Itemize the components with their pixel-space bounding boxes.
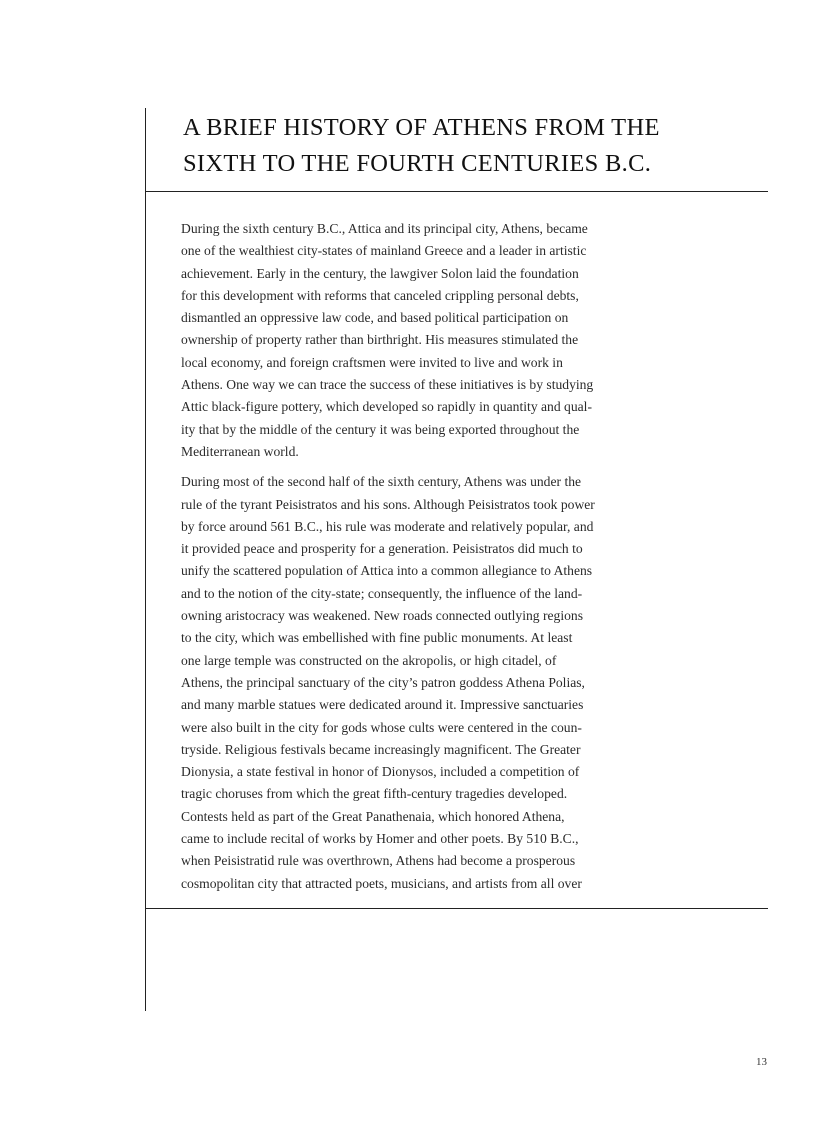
paragraph-2 [181,471,661,895]
text-line: rule of the tyrant Peisistratos and his sons. Although Peisistratos took power [181,496,595,512]
text-line: to the city, which was embellished with fine public monuments. At least [181,630,573,646]
text-line: Contests held as part of the Great Panathenaia, which honored Athena, [181,808,565,824]
text-line: During the sixth century B.C., Attica and its principal city, Athens, became [181,221,588,236]
text-line: by force around 561 B.C., his rule was moderate and relatively popular, and [181,518,594,534]
text-bottom-rule [145,908,768,909]
text-line: dismantled an oppressive law code, and based political participation on [181,310,569,326]
text-line: ity that by the middle of the century it was being exported throughout the [181,421,580,437]
text-line: and to the notion of the city-state; consequently, the influence of the land- [181,585,583,601]
page-title-line-1: A BRIEF HISTORY OF ATHENS FROM THE [183,114,660,141]
text-line: owning aristocracy was weakened. New roads connected outlying regions [181,608,584,624]
text-line: Athens, the principal sanctuary of the city’s patron goddess Athena Polias, [181,674,585,690]
text-line: were also built in the city for gods whose cults were centered in the coun- [181,719,582,735]
text-line: Mediterranean world. [181,443,299,459]
text-line: cosmopolitan city that attracted poets, musicians, and artists from all over [181,875,582,891]
text-line: ownership of property rather than birthright. His measures stimulated the [181,332,579,348]
text-line: tragic choruses from which the great fifth-century tragedies developed. [181,786,568,802]
title-underline-rule [145,191,768,192]
body-text [181,218,661,903]
text-line: Athens. One way we can trace the success of these initiatives is by studying [181,377,594,393]
text-line: unify the scattered population of Attica into a common allegiance to Athens [181,563,593,579]
text-line: one large temple was constructed on the akropolis, or high citadel, of [181,652,557,668]
text-line: when Peisistratid rule was overthrown, Athens had become a prosperous [181,853,576,869]
paragraph-1 [181,218,661,463]
page-title-line-2: SIXTH TO THE FOURTH CENTURIES B.C. [183,150,652,177]
text-line: Attic black-figure pottery, which developed so rapidly in quantity and qual- [181,399,592,415]
text-line: During most of the second half of the sixth century, Athens was under the [181,474,582,490]
text-line: and many marble statues were dedicated around it. Impressive sanctuaries [181,697,584,713]
text-line: achievement. Early in the century, the lawgiver Solon laid the foundation [181,265,579,281]
text-line: Dionysia, a state festival in honor of Dionysos, included a competition of [181,764,580,780]
page-number: 13 [756,1056,767,1068]
page-title [183,110,743,182]
text-line: for this development with reforms that canceled crippling personal debts, [181,287,579,303]
text-line: came to include recital of works by Homer and other poets. By 510 B.C., [181,831,579,847]
text-line: local economy, and foreign craftsmen were invited to live and work in [181,354,563,370]
left-vertical-rule [145,108,146,1011]
text-line: one of the wealthiest city-states of mainland Greece and a leader in artistic [181,243,587,259]
text-line: it provided peace and prosperity for a generation. Peisistratos did much to [181,541,583,557]
text-line: tryside. Religious festivals became increasingly magnificent. The Greater [181,741,581,757]
